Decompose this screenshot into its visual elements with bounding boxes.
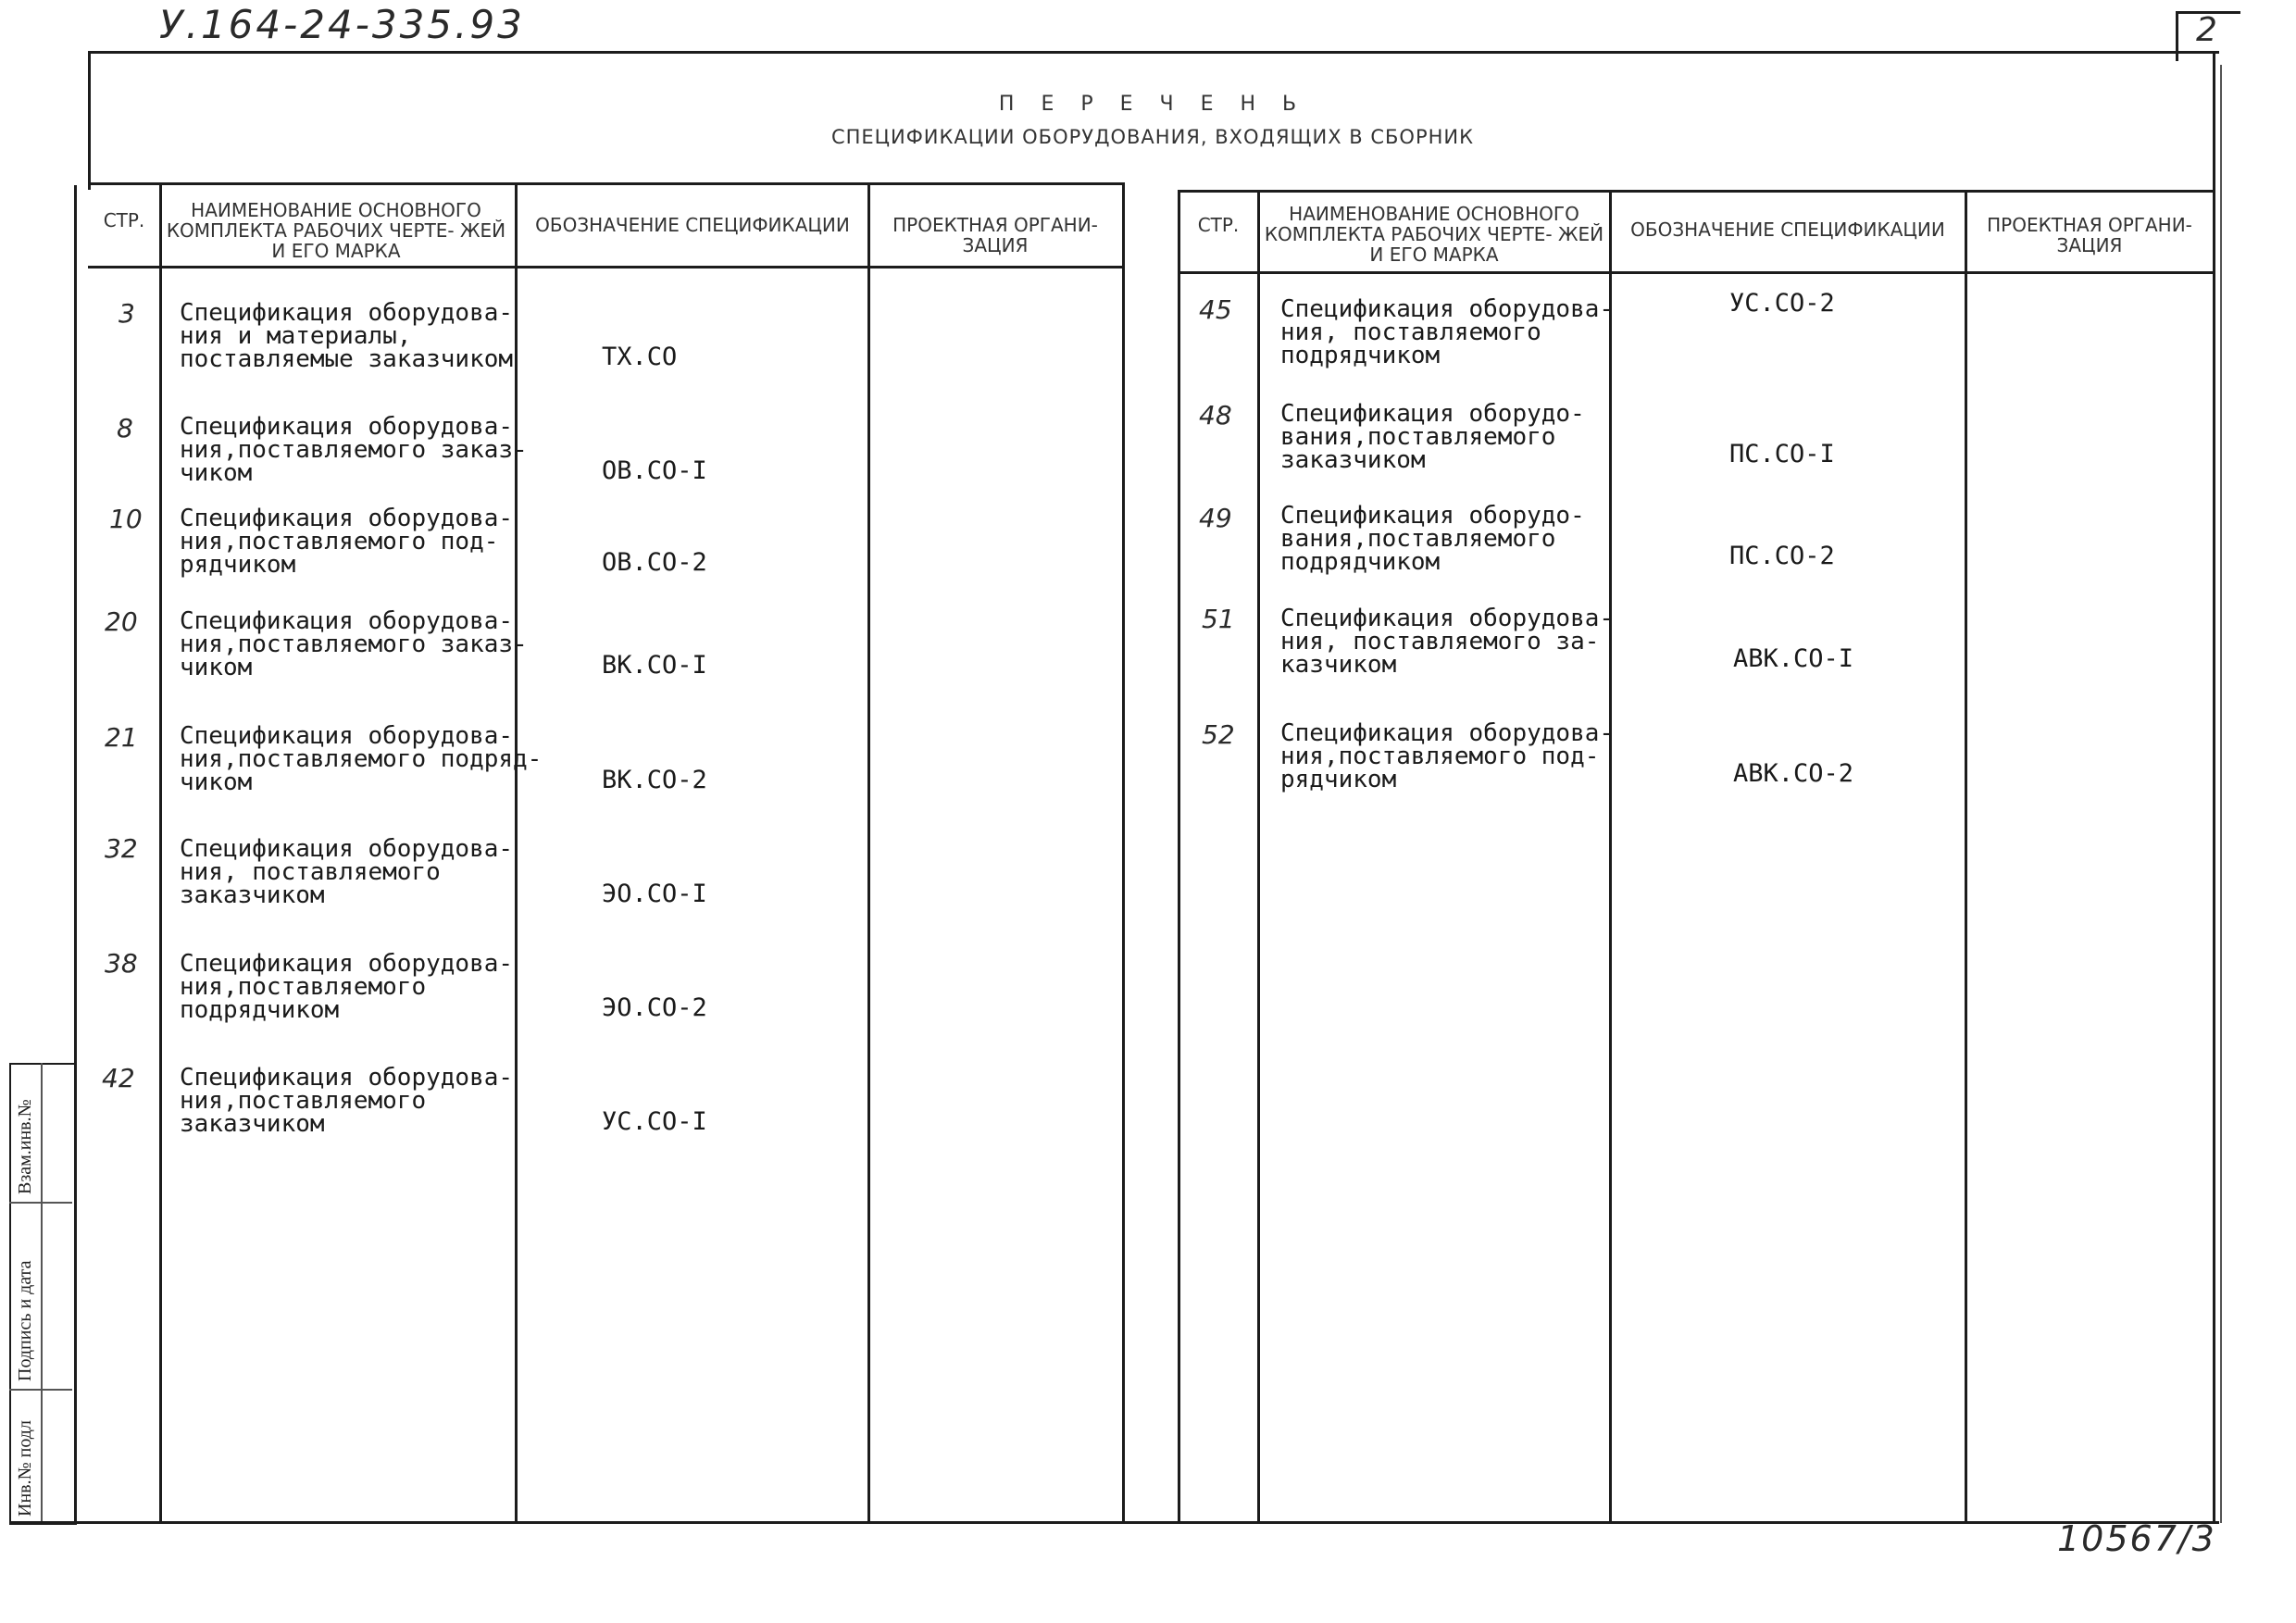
- right-col-divider-3: [1965, 190, 1967, 1523]
- right-table-top: [1178, 190, 2215, 193]
- left-table-top: [88, 182, 1125, 185]
- left-col-divider-4: [1122, 182, 1125, 1523]
- right-row-2-name: Спецификация оборудо- вания,поставляемого заказчиком: [1280, 400, 1585, 474]
- left-row-5-page: 21: [105, 722, 138, 753]
- left-header-name: НАИМЕНОВАНИЕ ОСНОВНОГО КОМПЛЕКТА РАБОЧИХ ЧЕРТЕ- ЖЕЙ И ЕГО МАРКА: [166, 199, 506, 262]
- left-row-2-code: ОВ.СО-I: [602, 456, 707, 485]
- frame-right-inner: [2220, 65, 2222, 1523]
- left-row-1-name: Спецификация оборудова- ния и материалы, поставляемые заказчиком: [180, 299, 514, 373]
- left-header-spec: ОБОЗНАЧЕНИЕ СПЕЦИФИКАЦИИ: [535, 214, 850, 236]
- right-row-1-code: УС.СО-2: [1729, 289, 1835, 318]
- stamp-label-original-inv: Инв.№ подл: [15, 1420, 35, 1517]
- left-row-4-page: 20: [105, 606, 138, 637]
- left-row-3-code: ОВ.СО-2: [602, 548, 707, 577]
- right-header-bottom: [1178, 271, 2215, 274]
- right-header-page: СТР.: [1197, 214, 1240, 236]
- left-row-1-page: 3: [119, 298, 135, 329]
- right-row-5-code: АВК.СО-2: [1733, 759, 1854, 788]
- right-row-4-code: АВК.СО-I: [1733, 644, 1854, 673]
- right-header-spec: ОБОЗНАЧЕНИЕ СПЕЦИФИКАЦИИ: [1630, 218, 1945, 241]
- left-row-2-page: 8: [117, 413, 133, 443]
- right-col-divider-2: [1609, 190, 1612, 1523]
- document-number: У.164-24-335.93: [159, 2, 525, 47]
- left-row-5-name: Спецификация оборудова- ния,поставляемого подряд- чиком: [180, 722, 543, 796]
- archive-number: 10567/3: [2057, 1518, 2216, 1559]
- right-row-5-name: Спецификация оборудова- ния,поставляемого под- рядчиком: [1280, 719, 1615, 793]
- left-row-4-code: ВК.СО-I: [602, 651, 707, 680]
- left-row-6-code: ЭО.СО-I: [602, 880, 707, 908]
- margin-stamp-row-2: [9, 1389, 72, 1391]
- document-title: П Е Р Е Ч Е Н Ь: [998, 93, 1307, 116]
- stamp-label-signature-date: Подпись и дата: [15, 1260, 35, 1381]
- right-header-org: ПРОЕКТНАЯ ОРГАНИ- ЗАЦИЯ: [1987, 214, 2192, 256]
- right-row-3-code: ПС.СО-2: [1729, 542, 1835, 570]
- left-row-8-code: УС.СО-I: [602, 1107, 707, 1136]
- left-row-7-page: 38: [105, 948, 138, 979]
- left-row-4-name: Спецификация оборудова- ния,поставляемого заказ- чиком: [180, 607, 528, 681]
- right-row-2-page: 48: [1199, 400, 1232, 431]
- left-row-5-code: ВК.СО-2: [602, 766, 707, 794]
- stamp-label-replace-inv: Взам.инв.№: [15, 1099, 35, 1194]
- right-header-name: НАИМЕНОВАНИЕ ОСНОВНОГО КОМПЛЕКТА РАБОЧИХ ЧЕРТЕ- ЖЕЙ И ЕГО МАРКА: [1264, 203, 1604, 266]
- right-row-2-code: ПС.СО-I: [1729, 440, 1835, 468]
- frame-bottom: [9, 1521, 2219, 1524]
- left-row-7-name: Спецификация оборудова- ния,поставляемого подрядчиком: [180, 950, 514, 1024]
- document-subtitle: СПЕЦИФИКАЦИИ ОБОРУДОВАНИЯ, ВХОДЯЩИХ В СБОРНИК: [830, 126, 1475, 148]
- right-row-3-name: Спецификация оборудо- вания,поставляемого подрядчиком: [1280, 502, 1585, 576]
- right-row-3-page: 49: [1199, 503, 1232, 533]
- sheet-box-top: [2176, 11, 2240, 14]
- frame-left-upper: [88, 51, 91, 190]
- margin-stamp-divider: [41, 1063, 43, 1521]
- right-row-4-name: Спецификация оборудова- ния, поставляемого за- казчиком: [1280, 605, 1615, 679]
- left-col-divider-2: [515, 182, 518, 1523]
- left-row-6-page: 32: [105, 833, 138, 864]
- right-row-1-page: 45: [1199, 294, 1232, 325]
- left-header-bottom: [88, 266, 1125, 268]
- left-row-2-name: Спецификация оборудова- ния,поставляемого заказ- чиком: [180, 413, 528, 487]
- right-row-1-name: Спецификация оборудова- ния, поставляемого подрядчиком: [1280, 295, 1615, 369]
- left-row-8-page: 42: [102, 1063, 135, 1093]
- right-col-divider-0: [1178, 190, 1180, 1523]
- right-row-4-page: 51: [1202, 604, 1235, 634]
- left-col-divider-1: [159, 182, 162, 1523]
- right-row-5-page: 52: [1202, 719, 1235, 750]
- sheet-number: 2: [2196, 11, 2217, 49]
- left-header-page: СТР.: [103, 209, 145, 231]
- left-header-org: ПРОЕКТНАЯ ОРГАНИ- ЗАЦИЯ: [892, 214, 1098, 256]
- left-row-3-page: 10: [109, 504, 143, 534]
- left-row-7-code: ЭО.СО-2: [602, 993, 707, 1022]
- left-row-8-name: Спецификация оборудова- ния,поставляемого заказчиком: [180, 1064, 514, 1138]
- left-row-1-code: ТХ.СО: [602, 343, 678, 371]
- margin-stamp-row-1: [9, 1202, 72, 1204]
- left-row-3-name: Спецификация оборудова- ния,поставляемого под- рядчиком: [180, 505, 514, 579]
- left-row-6-name: Спецификация оборудова- ния, поставляемого заказчиком: [180, 835, 514, 909]
- right-col-divider-1: [1257, 190, 1260, 1523]
- frame-top: [88, 51, 2219, 54]
- left-col-divider-3: [867, 182, 870, 1523]
